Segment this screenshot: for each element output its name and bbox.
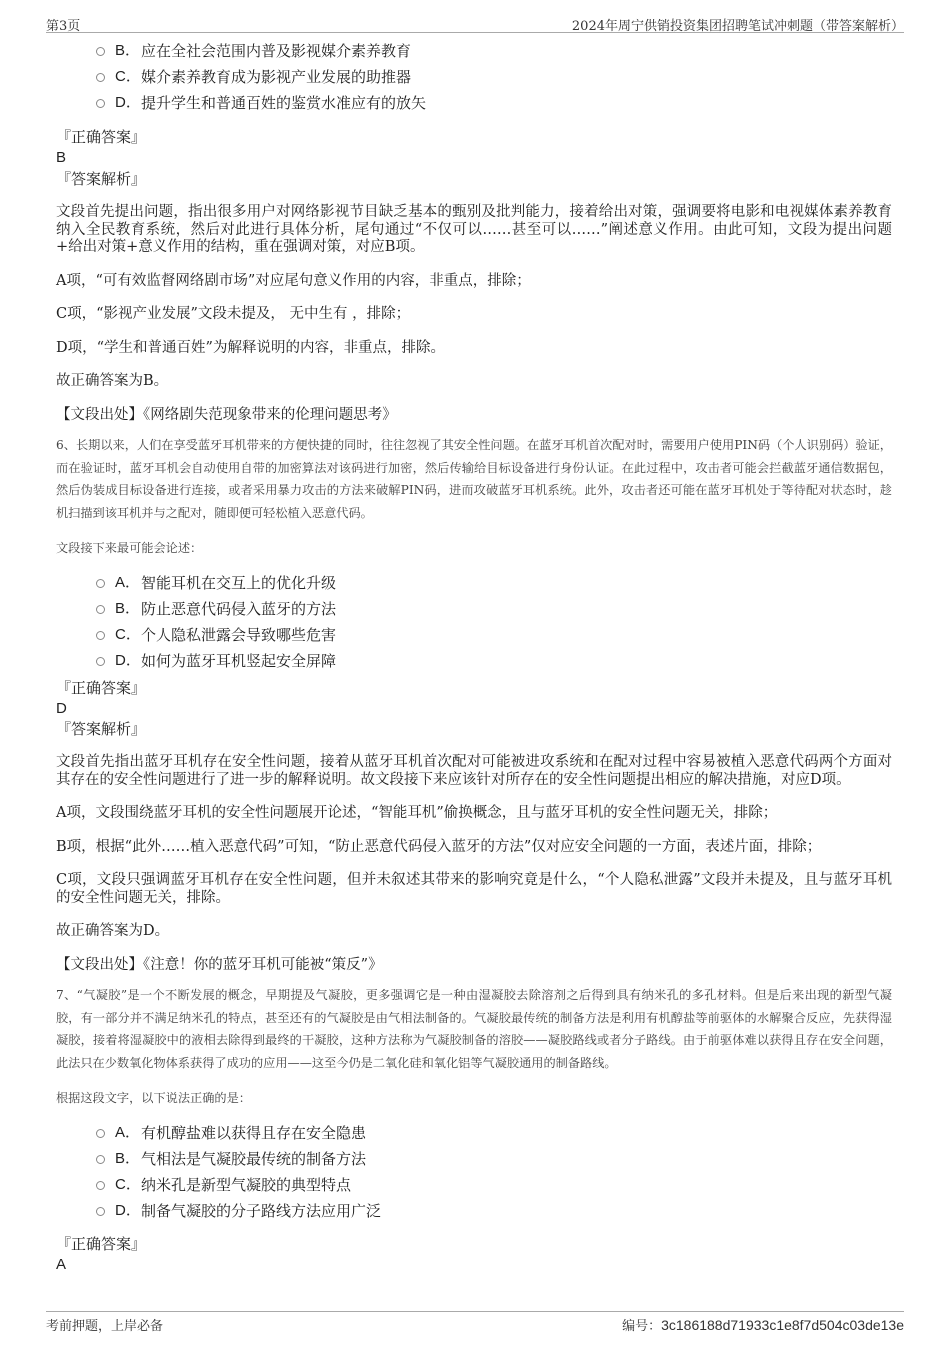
page-header	[46, 12, 904, 33]
page-number: 第3页	[46, 19, 81, 34]
document-code-label: 编号：	[622, 1319, 662, 1334]
q6-analysis-c: C项，文段只强调蓝牙耳机存在安全性问题，但并未叙述其带来的影响究竟是什么，“个人隐私泄露”文段并未提及，且与蓝牙耳机的安全性问题无关，排除。	[56, 872, 892, 906]
q5-answer: B	[56, 149, 67, 166]
q6-source: 【文段出处】《注意！你的蓝牙耳机可能被“策反”》	[56, 956, 383, 973]
q7-stem: 7、“气凝胶”是一个不断发展的概念，早期提及气凝胶，更多强调它是一种由湿凝胶去除溶剂之后得到具有纳米孔的多孔材料。但是后来出现的新型气凝胶，有一部分并不满足纳米孔的特点，甚至还有的气凝胶是由气相法制备的。气凝胶最传统的制备方法是利用有机醇盐等前驱体的水解聚合反应，先获得湿凝胶，接着将湿凝胶中的液相去除得到最终的干凝胶，这种方法称为气凝胶制备的溶胶——凝胶路线或者分子路线。由于前驱体难以获得且存在安全问题，此法只在少数氧化物体系获得了成功的应用——这至今仍是二氧化硅和氧化铝等气凝胶通用的制备路线。	[56, 988, 892, 1070]
q7-answer: A	[56, 1256, 67, 1273]
q6-option-d[interactable]: D． 如何为蓝牙耳机竖起安全屏障	[96, 648, 892, 674]
footer-slogan: 考前押题，上岸必备	[46, 1319, 164, 1334]
q6-analysis-b: B项，根据“此外……植入恶意代码”可知，“防止恶意代码侵入蓝牙的方法”仅对应安全问题的一方面，表述片面，排除；	[56, 838, 822, 855]
q6-analysis-main: 文段首先指出蓝牙耳机存在安全性问题，接着从蓝牙耳机首次配对可能被进攻系统和在配对过程中容易被植入恶意代码两个方面对其存在的安全性问题进行了进一步的解释说明。故文段接下来应该针对所存在的安全性问题提出相应的解决措施，对应D项。	[56, 754, 892, 788]
q6-option-c[interactable]: C． 个人隐私泄露会导致哪些危害	[96, 622, 892, 648]
q6-answer: D	[56, 700, 67, 717]
q6-analysis-a: A项，文段围绕蓝牙耳机的安全性问题展开论述，“智能耳机”偷换概念，且与蓝牙耳机的安全性问题无关，排除；	[56, 805, 778, 821]
q7-option-d[interactable]: D． 制备气凝胶的分子路线方法应用广泛	[96, 1198, 892, 1224]
radio-icon[interactable]	[96, 1207, 105, 1216]
radio-icon[interactable]	[96, 579, 105, 588]
radio-icon[interactable]	[96, 1181, 105, 1190]
q5-option-c[interactable]: C． 媒介素养教育成为影视产业发展的助推器	[96, 64, 892, 90]
q6-stem: 6、长期以来，人们在享受蓝牙耳机带来的方便快捷的同时，往往忽视了其安全性问题。在蓝牙耳机首次配对时，需要用户使用PIN码（个人识别码）验证，而在验证时，蓝牙耳机会自动使用自带的加密算法对该码进行加密，然后传输给目标设备进行身份认证。在此过程中，攻击者可能会拦截蓝牙通信数据包，然后伪装成目标设备进行连接，或者采用暴力攻击的方法来破解PIN码，进而攻破蓝牙耳机系统。此外，攻击者还可能在蓝牙耳机处于等待配对状态时，趁机扫描到该耳机并与之配对，随即便可轻松植入恶意代码。	[56, 438, 892, 520]
q5-analysis-a: A项，“可有效监督网络剧市场”对应尾句意义作用的内容，非重点，排除；	[56, 272, 531, 289]
document-title: 2024年周宁供销投资集团招聘笔试冲刺题（带答案解析）	[571, 19, 904, 34]
correct-answer-label: 『正确答案』	[56, 1235, 147, 1253]
q7-prompt: 根据这段文字，以下说法正确的是：	[56, 1091, 251, 1105]
page-content	[56, 38, 892, 1275]
q6-conclusion: 故正确答案为D。	[56, 923, 170, 939]
q7-option-a[interactable]: A． 有机醇盐难以获得且存在安全隐患	[96, 1120, 892, 1146]
q7-options	[96, 1120, 892, 1224]
radio-icon[interactable]	[96, 657, 105, 666]
q6-option-a[interactable]: A． 智能耳机在交互上的优化升级	[96, 570, 892, 596]
radio-icon[interactable]	[96, 631, 105, 640]
q6-option-b[interactable]: B． 防止恶意代码侵入蓝牙的方法	[96, 596, 892, 622]
radio-icon[interactable]	[96, 47, 105, 56]
q5-option-d[interactable]: D． 提升学生和普通百姓的鉴赏水准应有的放矢	[96, 90, 892, 116]
document-code	[622, 1315, 904, 1334]
radio-icon[interactable]	[96, 1155, 105, 1164]
radio-icon[interactable]	[96, 605, 105, 614]
radio-icon[interactable]	[96, 1129, 105, 1138]
correct-answer-label: 『正确答案』	[56, 679, 147, 697]
page-footer	[46, 1311, 904, 1338]
q7-option-c[interactable]: C． 纳米孔是新型气凝胶的典型特点	[96, 1172, 892, 1198]
correct-answer-label: 『正确答案』	[56, 128, 147, 146]
analysis-label: 『答案解析』	[56, 170, 147, 188]
q5-option-b[interactable]: B． 应在全社会范围内普及影视媒介素养教育	[96, 38, 892, 64]
document-code-value: 3c186188d71933c1e8f7d504c03de13e	[661, 1317, 904, 1333]
q7-option-b[interactable]: B． 气相法是气凝胶最传统的制备方法	[96, 1146, 892, 1172]
analysis-label: 『答案解析』	[56, 720, 147, 738]
q5-source: 【文段出处】《网络剧失范现象带来的伦理问题思考》	[56, 406, 397, 423]
q5-analysis-c: C项，“影视产业发展”文段未提及， 无中生有 ，排除；	[56, 306, 411, 322]
q5-analysis-main: 文段首先提出问题，指出很多用户对网络影视节目缺乏基本的甄别及批判能力，接着给出对策，强调要将电影和电视媒体素养教育纳入全民教育系统，然后对此进行具体分析，尾句通过“不仅可以……甚至可以……”阐述意义作用。由此可知，文段为提出问题+给出对策+意义作用的结构，重在强调对策，对应B项。	[56, 204, 892, 255]
q5-options	[96, 38, 892, 116]
radio-icon[interactable]	[96, 99, 105, 108]
radio-icon[interactable]	[96, 73, 105, 82]
q6-options	[96, 570, 892, 674]
q5-conclusion: 故正确答案为B。	[56, 373, 169, 389]
q6-prompt: 文段接下来最可能会论述：	[56, 541, 203, 555]
q5-analysis-d: D项，“学生和普通百姓”为解释说明的内容，非重点，排除。	[56, 339, 445, 356]
